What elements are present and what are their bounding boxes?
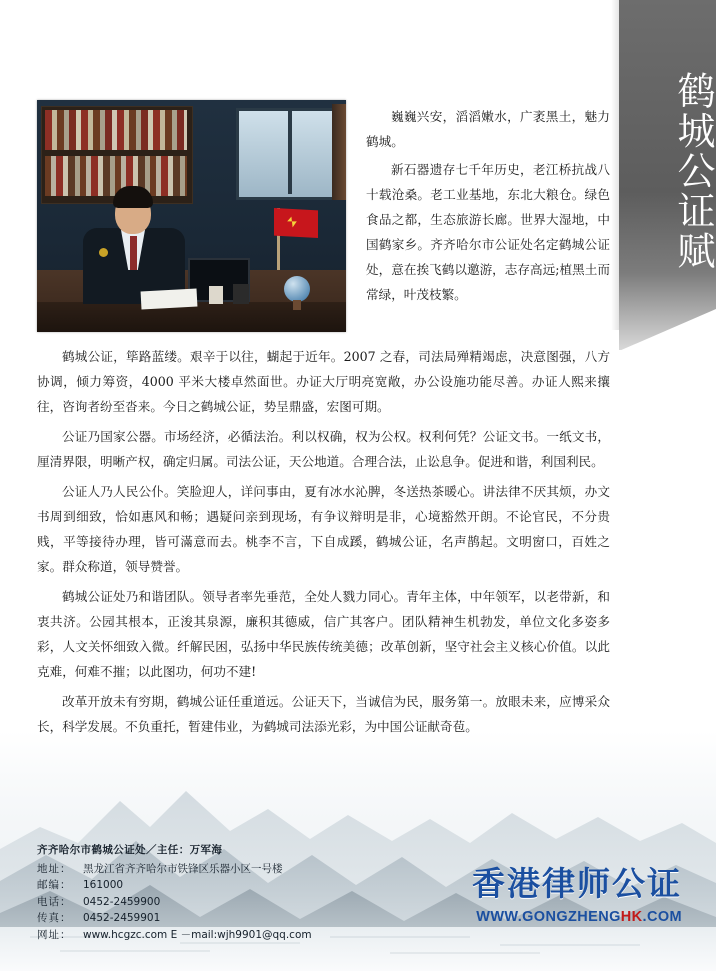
footer-row-address: [37, 861, 367, 878]
side-band-shadow: [611, 0, 619, 330]
footer-label: 邮编：: [37, 879, 72, 891]
article-paragraph: 公证乃国家公器。市场经济，必循法治。利以权确，权为公权。权利何凭？公证文书。一纸文书，厘清界限，明晰产权，确定归属。司法公证，天公地道。合理合法，止讼息争。促进和谐，利国利民。: [37, 429, 610, 469]
footer-value: 0452-2459901: [83, 912, 161, 924]
brand-name: 香港律师公证: [472, 864, 682, 903]
article-paragraph: 改革开放未有穷期，鹤城公证任重道远。公证天下，当诚信为民，服务第一。放眼未来，应博采众长，科学发展。不负重托，暂建伟业，为鹤城司法添光彩，为中国公证献奇苞。: [37, 694, 610, 734]
footer-value: 黑龙江省齐齐哈尔市铁锋区乐器小区一号楼: [83, 862, 283, 875]
article-paragraph: 鹤城公证处乃和谐团队。领导者率先垂范，全处人戮力同心。青年主体，中年领军，以老带新，和衷共济。公园其根本，正浚其泉源，廉积其德威，信广其客户。团队精神生机勃发，单位文化多姿多彩，人文关怀细致入微。纤解民困，弘扬中华民族传统美德；改革创新，坚守社会主义核心价值。以此克难，何难不摧；以此图功，何功不建!: [37, 589, 610, 679]
photo-person-hair: [113, 186, 153, 208]
footer-value: 0452-2459900: [83, 895, 161, 908]
vertical-title-band: [619, 0, 716, 350]
footer-row-fax: [37, 910, 367, 927]
footer-contact-block: [37, 842, 367, 943]
photo-books-row-bottom: [45, 156, 187, 196]
photo-pen-holder: [233, 284, 249, 304]
footer-value[interactable]: www.hcgzc.com E －mail:wjh9901@qq.com: [83, 928, 312, 941]
photo-person-tie: [130, 236, 137, 270]
photo-window: [236, 108, 338, 200]
article-paragraph: 鹤城公证，筚路蓝缕。艰辛于以往，蝴起于近年。2007 之春，司法局殚精竭虑，决意图强，八方协调，倾力筹资，4000 平米大楼卓然面世。办证大厅明亮宽敞，办公设施功能尽善。办证人熙来攘往，咨询者纷至沓来。今日之鹤城公证，势呈鼎盛，宏图可期。: [37, 349, 610, 414]
magazine-vertical-title: 鹤城公证赋: [671, 71, 715, 271]
article-paragraph: 公证人乃人民公仆。笑脸迎人，详问事由，夏有冰水沁脾，冬送热茶暖心。讲法律不厌其烦，办文书周到细致，恰如惠风和畅；遇疑问亲到现场，有争议辩明是非，心境豁然开朗。不论官民，不分贵贱，平等接待办理，皆可滿意而去。桃李不言，下自成蹊，鹤城公证，名声鹊起。文明窗口，百姓之家。群众称道，领导赞誉。: [37, 484, 610, 574]
photo-cup: [209, 286, 223, 304]
footer-organization: 齐齐哈尔市鹤城公证处／主任：万军海: [37, 844, 223, 856]
office-portrait-photo: [37, 100, 346, 332]
article-paragraph: 巍巍兴安，滔滔嫩水，广袤黑土，魅力鹤城。: [366, 109, 610, 149]
brand-block: [472, 858, 682, 925]
footer-label: 地址：: [37, 862, 72, 875]
article-body: [37, 344, 610, 744]
footer-label: 传真：: [37, 912, 72, 924]
brand-website-hk: HK: [620, 909, 643, 925]
photo-globe-stand: [293, 300, 301, 310]
article-paragraph: 新石器遗存七千年历史，老江桥抗战八十载沧桑。老工业基地，东北大粮仓。绿色食品之都，生态旅游长廊。世界大湿地，中国鹤家乡。齐齐哈尔市公证处名定鹤城公证处，意在挨飞鹤以邀游，志存高远;植黑土而常绿，叶茂枝繁。: [366, 162, 610, 302]
footer-value: 161000: [83, 879, 124, 891]
footer-label: 网址：: [37, 928, 72, 941]
photo-party-flag: [274, 208, 318, 238]
article-side-column: [366, 104, 610, 310]
brand-website-suffix: .COM: [642, 909, 682, 925]
footer-label: 电话：: [37, 895, 72, 908]
footer-row-postcode: [37, 877, 367, 894]
brand-website[interactable]: [472, 909, 682, 925]
photo-person-badge: [99, 248, 108, 257]
photo-globe: [284, 276, 310, 302]
footer-row-website: [37, 927, 367, 944]
photo-documents: [141, 289, 198, 310]
footer-row-phone: [37, 894, 367, 911]
photo-window-mullion: [288, 108, 292, 194]
photo-books-row-top: [45, 110, 187, 150]
brand-website-prefix: WWW.GONGZHENG: [476, 909, 621, 925]
photo-curtain: [332, 104, 346, 200]
